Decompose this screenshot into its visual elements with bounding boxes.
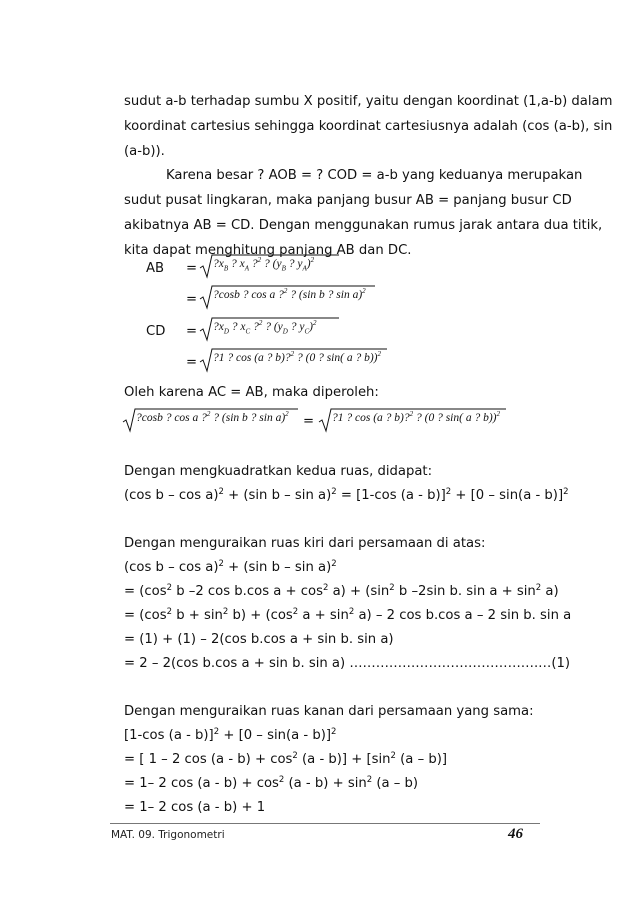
combined-right-body: ?1 ? cos (a ? b)?$^2$ ? (0 ? sin( a ? b))$^2$ xyxy=(332,410,500,424)
cd-label: CD xyxy=(146,324,166,339)
sec1-intro: Dengan mengkuadratkan kedua ruas, didapat: xyxy=(124,464,433,479)
combined-left-body: ?cosb ? cos a ?$^2$ ? (sin b ? sin a)$^2$ xyxy=(136,410,289,424)
paragraph-2-line-2: sudut pusat lingkaran, maka panjang busur AB = panjang busur CD xyxy=(124,193,572,208)
oleh-karena-text: Oleh karena AC = AB, maka diperoleh: xyxy=(124,385,379,400)
cd-sqrt-2-body: ?1 ? cos (a ? b)?$^2$ ? (0 ? sin( a ? b))$^2$ xyxy=(213,350,381,364)
combined-right-sqrt xyxy=(318,407,506,433)
sec2-line-4: = (1) + (1) – 2(cos b.cos a + sin b. sin a) xyxy=(124,632,394,647)
footer-rule xyxy=(110,823,540,824)
ab-label: AB xyxy=(146,261,165,276)
cd-sqrt-2 xyxy=(199,347,387,373)
paragraph-1-line-3: (a-b)). xyxy=(124,144,165,159)
combined-equals: = xyxy=(303,414,315,429)
page-number: 46 xyxy=(508,826,523,842)
sec2-line-3: = ($\cos^2$ $b + \sin^2 b) + (\cos^2$ $a + \sin^2 a) - 2$ cos b.cos a – 2 sin b. sin a xyxy=(124,607,572,623)
paragraph-1-line-1: sudut a-b terhadap sumbu X positif, yaitu dengan koordinat (1,a-b) dalam xyxy=(124,94,613,109)
sec2-line-5: = 2 – 2(cos b.cos a + sin b. sin a) …………………………………….…(1) xyxy=(124,656,571,671)
sec3-line-1: [1-cos (a - b)]$^2$ + [0 – sin(a - b)]$^2$ xyxy=(124,727,337,743)
sec3-line-2: = [ 1 – 2 $\cos (a - b) + \cos^2 (a - b)] + [\sin^2$ (a – b)] xyxy=(124,751,448,767)
paragraph-2-line-1: Karena besar ? AOB = ? COD = a-b yang keduanya merupakan xyxy=(166,168,583,183)
sec1-equation: (cos b – cos a)$^2$ + (sin b – sin a)$^2$ = [1-cos (a - b)]$^2$ + [0 – sin(a - b)]$^2$ xyxy=(124,487,569,503)
ab-equals-1: = xyxy=(186,261,198,276)
cd-equals-1: = xyxy=(186,324,198,339)
ab-sqrt-1-body: $?x_B$ ? $x_A$ ?$^2$ ? ($y_B$ ? $y_A)^2$ xyxy=(213,256,315,273)
ab-sqrt-2 xyxy=(199,284,375,310)
ab-sqrt-2-body: ?cosb ? cos a ?$^2$ ? (sin b ? sin a)$^2$ xyxy=(213,287,366,301)
combined-left-sqrt xyxy=(122,407,298,433)
sec3-intro: Dengan menguraikan ruas kanan dari persamaan yang sama: xyxy=(124,704,534,719)
cd-equals-2: = xyxy=(186,355,198,370)
sec3-line-4: = 1– 2 cos (a - b) + 1 xyxy=(124,800,266,815)
paragraph-2-line-3: akibatnya AB = CD. Dengan menggunakan rumus jarak antara dua titik, xyxy=(124,218,603,233)
cd-sqrt-1 xyxy=(199,316,339,342)
sec2-intro: Dengan menguraikan ruas kiri dari persamaan di atas: xyxy=(124,536,486,551)
paragraph-2-line-4: kita dapat menghitung panjang AB dan DC. xyxy=(124,243,412,258)
sec3-line-3: = 1– 2 $\cos (a - b) + \cos^2 (a - b) + \sin^2 (a - b)$ xyxy=(124,775,419,791)
ab-sqrt-1 xyxy=(199,253,339,279)
sec2-line-2: = ($\cos^2$ b –2 cos b.cos $a + \cos^2 a) + (\sin^2$ b –2sin b. $\sin a + \sin^2 a$) xyxy=(124,583,559,599)
cd-sqrt-1-body: $?x_D$ ? $x_C$ ?$^2$ ? ($y_D$ ? $y_C)^2$ xyxy=(213,319,317,336)
sec2-line-1: (cos b – cos a)$^2$ + (sin b – sin a)$^2$ xyxy=(124,559,337,575)
paragraph-1-line-2: koordinat cartesius sehingga koordinat cartesiusnya adalah (cos (a-b), sin xyxy=(124,119,613,134)
footer-module-label: MAT. 09. Trigonometri xyxy=(111,829,225,841)
ab-equals-2: = xyxy=(186,292,198,307)
